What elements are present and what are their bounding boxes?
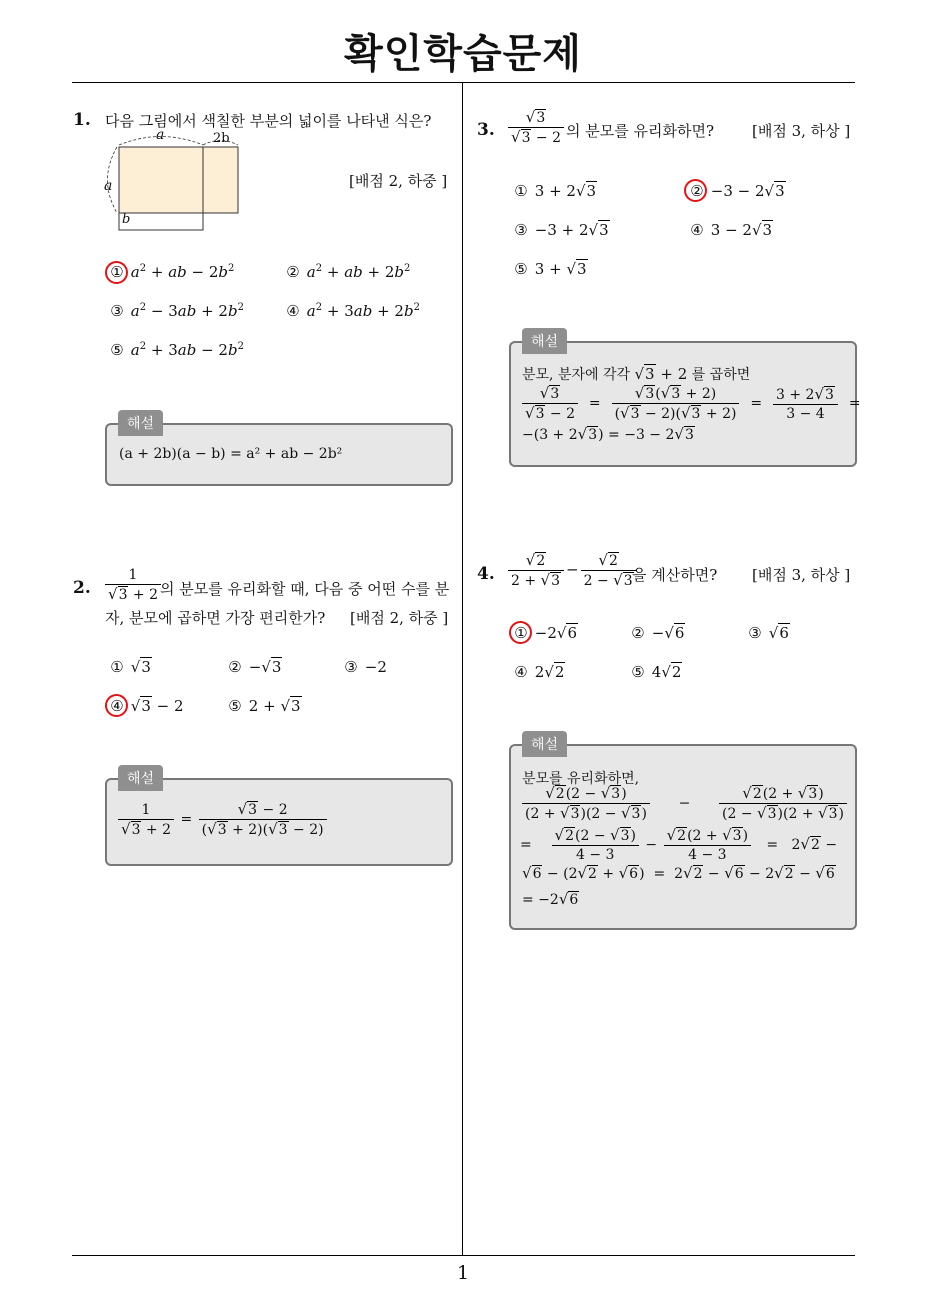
q2-solution-tag: 해설 xyxy=(118,765,163,791)
q4-choice-5[interactable]: ⑤ 4√2 xyxy=(631,663,682,681)
q2-answer-mark xyxy=(105,694,128,717)
q1-solution-text: (a + 2b)(a − b) = a² + ab − 2b² xyxy=(119,446,343,462)
q1-choice-2[interactable]: ② $a^2$ + ab + $2b^2$ xyxy=(286,263,411,281)
q3-answer-mark xyxy=(684,179,707,202)
bottom-rule xyxy=(72,1255,855,1256)
q4-score: [배점 3, 하상 ] xyxy=(752,566,851,584)
q3-solution-line3: −(3 + 2√3) = −3 − 2√3 xyxy=(522,425,694,443)
q4-choice-3[interactable]: ③ √6 xyxy=(748,624,789,642)
q1-choice-4[interactable]: ④ $a^2 + 3ab + 2b^2$ xyxy=(286,302,420,320)
q4-solution-intro: 분모를 유리화하면, xyxy=(522,771,640,787)
q3-text: 의 분모를 유리화하면? xyxy=(566,122,714,140)
q4-solution-tag: 해설 xyxy=(522,731,567,757)
q2-text-2: 자, 분모에 곱하면 가장 편리한가? xyxy=(105,609,326,627)
q3-number: 3. xyxy=(477,120,495,140)
q3-choice-3[interactable]: ③ −3 + 2√3 xyxy=(514,221,609,239)
q4-choice-1[interactable]: ① −2√6 xyxy=(514,624,578,642)
q1-answer-mark xyxy=(105,261,128,284)
fig-label-b: b xyxy=(122,212,131,227)
q2-choice-3[interactable]: ③ −2 xyxy=(344,658,387,676)
q1-text: 다음 그림에서 색칠한 부분의 넓이를 나타낸 식은? xyxy=(105,112,432,130)
q2-choice-1[interactable]: ① √3 xyxy=(110,658,151,676)
q1-solution-tag: 해설 xyxy=(118,410,163,436)
q3-choice-4[interactable]: ④ 3 − 2√3 xyxy=(690,221,773,239)
q1-choice-1[interactable]: ① $a^2$ + ab − $2b^2$ xyxy=(110,263,235,281)
q1-choice-5[interactable]: ⑤ $a^2 + 3ab - 2b^2$ xyxy=(110,341,244,359)
q3-solution-line1: 분모, 분자에 각각 √3 + 2 를 곱하면 xyxy=(522,365,751,383)
q4-text: 을 계산하면? xyxy=(632,566,718,584)
column-divider xyxy=(462,83,463,1255)
q3-choice-5[interactable]: ⑤ 3 + √3 xyxy=(514,260,587,278)
q2-choice-2[interactable]: ② −√3 xyxy=(228,658,282,676)
q2-solution-math: $\frac{1}{√3 + 2}$ = $\frac{√3 - 2}{(√3 + 2)(√3 - 2)}$ xyxy=(116,800,329,839)
q2-fraction: $\frac{1}{√3 + 2}$ xyxy=(103,566,163,604)
q4-choice-2[interactable]: ② −√6 xyxy=(631,624,685,642)
q4-choice-4[interactable]: ④ 2√2 xyxy=(514,663,565,681)
q3-solution-tag: 해설 xyxy=(522,328,567,354)
q1-number: 1. xyxy=(73,110,91,130)
q4-solution-line3: = $\frac{√2(2 - √3)}{4 - 3}$ − $\frac{√2(2 + √3)}{4 - 3}$ = 2√2 − xyxy=(520,826,838,863)
q4-number: 4. xyxy=(477,564,495,584)
q1-choice-3[interactable]: ③ $a^2 - 3ab + 2b^2$ xyxy=(110,302,244,320)
fig-label-2b: 2b xyxy=(213,131,230,146)
q2-text-1: 의 분모를 유리화할 때, 다음 중 어떤 수를 분 xyxy=(160,580,450,598)
q2-choice-5[interactable]: ⑤ 2 + √3 xyxy=(228,697,301,715)
q4-expression: $\frac{√2}{2 + √3}$ − $\frac{√2}{2 - √3}$ xyxy=(506,551,639,590)
page-title: 확인학습문제 xyxy=(344,31,582,77)
q4-solution-line4: √6 − (2√2 + √6) = 2√2 − √6 − 2√2 − √6 xyxy=(522,864,835,882)
q2-choice-4[interactable]: ④ √3 − 2 xyxy=(110,697,184,715)
q2-score: [배점 2, 하중 ] xyxy=(350,609,449,627)
q3-fraction: $\frac{√3}{√3 - 2}$ xyxy=(506,108,566,147)
q3-choice-2[interactable]: ② −3 − 2√3 xyxy=(690,182,785,200)
q3-solution-line2: $\frac{√3}{√3 - 2}$ = $\frac{√3(√3 + 2)}{(√3 - 2)(√3 + 2)}$ = $\frac{3 + 2√3}{3 - 4}$ = xyxy=(520,384,861,423)
q4-solution-line5: = −2√6 xyxy=(522,890,579,908)
top-rule xyxy=(72,82,855,83)
q2-number: 2. xyxy=(73,578,91,598)
q3-score: [배점 3, 하상 ] xyxy=(752,122,851,140)
q4-solution-line2: $\frac{√2(2 - √3)}{(2 + √3)(2 - √3)}$ − $\frac{√2(2 + √3)}{(2 - √3)(2 + √3)}$ xyxy=(520,784,849,823)
fig-label-a-top: a xyxy=(156,127,165,143)
q4-answer-mark xyxy=(509,621,532,644)
q3-choice-1[interactable]: ① 3 + 2√3 xyxy=(514,182,597,200)
page-number: 1 xyxy=(456,1262,470,1284)
q1-score: [배점 2, 하중 ] xyxy=(349,172,448,190)
fig-label-a-left: a xyxy=(104,178,113,194)
